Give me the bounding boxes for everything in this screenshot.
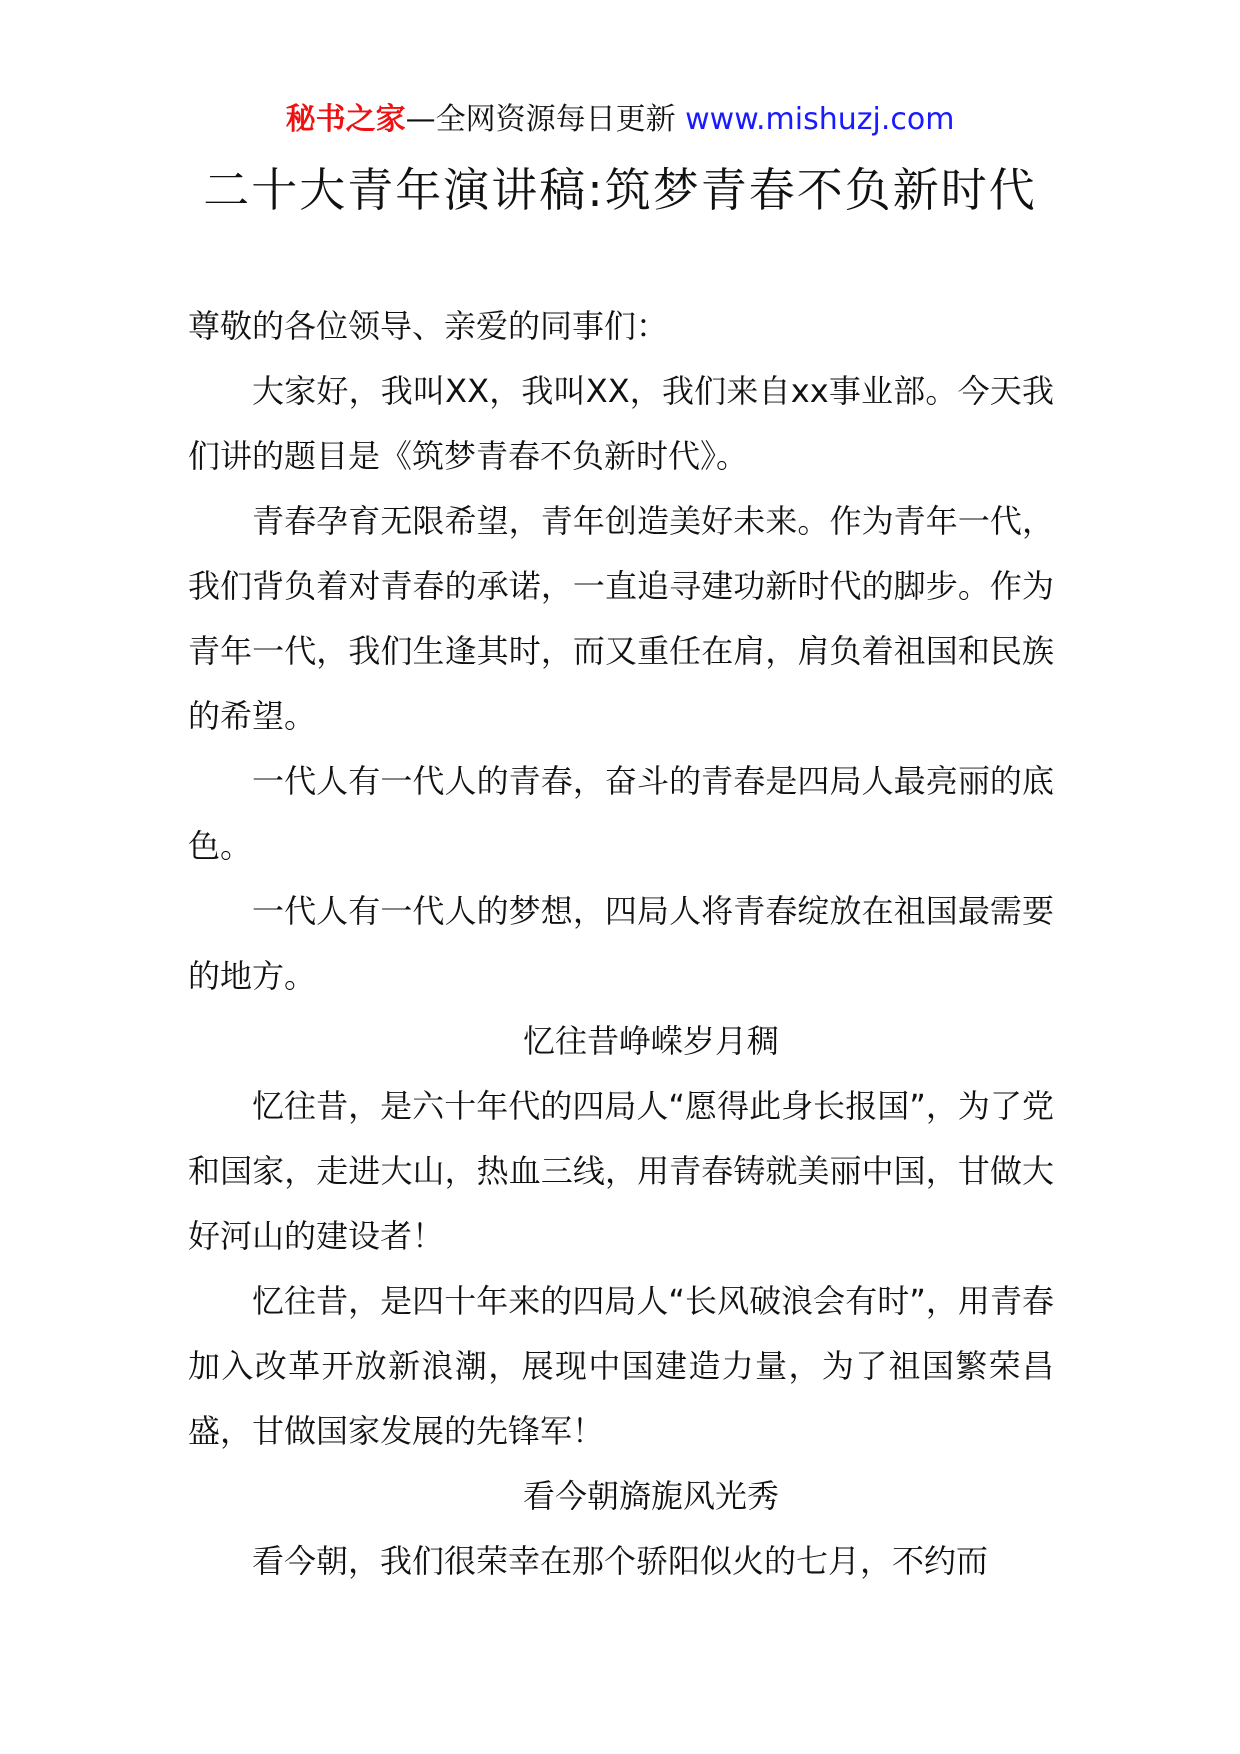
site-slogan: —全网资源每日更新 bbox=[405, 102, 676, 137]
paragraph: 看今朝，我们很荣幸在那个骄阳似火的七月，不约而 bbox=[252, 1542, 989, 1580]
site-url-link[interactable]: www.mishuzj.com bbox=[685, 102, 955, 137]
salutation: 尊敬的各位领导、亲爱的同事们： bbox=[188, 307, 669, 345]
section-heading: 看今朝旖旎风光秀 bbox=[522, 1477, 779, 1515]
paragraph: 一代人有一代人的青春，奋斗的青春是四局人最亮丽的底色。 bbox=[188, 762, 1054, 865]
document-body bbox=[188, 294, 1054, 1594]
site-name: 秘书之家 bbox=[285, 102, 406, 137]
section-heading: 忆往昔峥嵘岁月稠 bbox=[522, 1022, 779, 1060]
paragraph: 一代人有一代人的梦想，四局人将青春绽放在祖国最需要的地方。 bbox=[188, 892, 1054, 995]
paragraph: 青春孕育无限希望，青年创造美好未来。作为青年一代，我们背负着对青春的承诺，一直追寻建功新时代的脚步。作为青年一代，我们生逢其时，而又重任在肩，肩负着祖国和民族的希望。 bbox=[188, 502, 1054, 735]
document-title: 二十大青年演讲稿:筑梦青春不负新时代 bbox=[203, 163, 1037, 217]
paragraph: 忆往昔，是六十年代的四局人“愿得此身长报国”，为了党和国家，走进大山，热血三线，用青春铸就美丽中国，甘做大好河山的建设者！ bbox=[188, 1087, 1054, 1255]
site-header bbox=[0, 100, 1240, 140]
paragraph: 大家好，我叫XX，我叫XX，我们来自xx事业部。今天我们讲的题目是《筑梦青春不负新时代》。 bbox=[188, 372, 1054, 475]
paragraph: 忆往昔，是四十年来的四局人“长风破浪会有时”，用青春加入改革开放新浪潮，展现中国建造力量，为了祖国繁荣昌盛，甘做国家发展的先锋军！ bbox=[188, 1282, 1054, 1450]
